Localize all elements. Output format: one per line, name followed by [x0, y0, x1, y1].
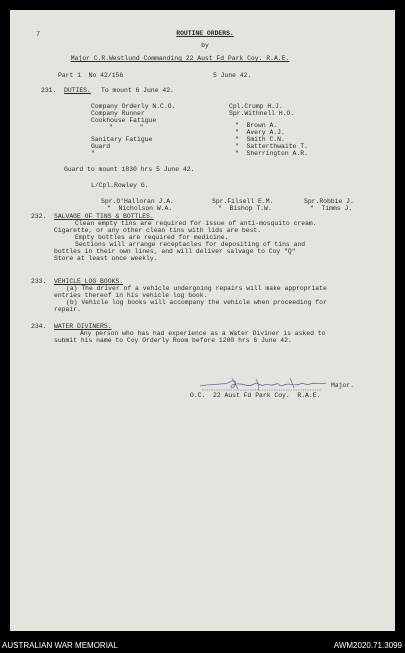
- salvage-line: Store at least once weekly.: [54, 255, 158, 262]
- signature-block: O.C. 22 Aust Fd Park Coy. R.A.E.: [190, 392, 321, 399]
- diviners-line: submit his name to Coy Orderly Room before 1200 hrs 6 June 42.: [54, 337, 292, 344]
- section-number-232: 232.: [31, 213, 47, 220]
- archive-footer: [0, 639, 405, 653]
- guard-mount-line: Guard to mount 1830 hrs 5 June 42.: [64, 166, 195, 173]
- duty-person: " Brown A.: [235, 122, 278, 129]
- guard-member: " Timms J.: [310, 205, 353, 212]
- duty-role: ": [91, 150, 95, 157]
- duty-person: " Smith C.N.: [235, 136, 285, 143]
- guard-member: " Bishop T.W.: [218, 205, 272, 212]
- salvage-line: bottles in their own lines, and will deliver salvage to Coy "Q": [54, 248, 296, 255]
- section-number-233: 233.: [31, 278, 47, 285]
- page-number: 7: [36, 31, 41, 39]
- guard-member: Spr.Filsell E.M.: [212, 198, 274, 205]
- duty-role: Company Runner: [91, 110, 145, 117]
- duty-person: Spr.Withnell H.O.: [229, 110, 295, 117]
- footer-catalogue-number: AWM2020.71.3099: [333, 641, 402, 650]
- logbooks-heading: VEHICLE LOG BOOKS.: [54, 278, 124, 285]
- guard-corporal: L/Cpl.Rowley G.: [91, 182, 149, 189]
- salvage-line: Empty bottles are required for medicine.: [75, 234, 229, 241]
- part-number: Part 1 No 42/156: [58, 72, 124, 79]
- logbooks-line: (a) The driver of a vehicle undergoing repairs will make appropriate: [66, 285, 327, 292]
- document-page: [10, 10, 395, 631]
- order-date: 5 June 42.: [213, 72, 252, 79]
- duty-person: Cpl.Crump H.J.: [229, 103, 283, 110]
- duty-role: Cookhouse Fatigue: [91, 117, 157, 124]
- duty-person: " Avery A.J.: [235, 129, 285, 136]
- duty-role: " ": [109, 124, 144, 131]
- diviners-heading: WATER DIVINERS.: [54, 323, 112, 330]
- section-number-234: 234.: [31, 323, 47, 330]
- duty-person: " Sherrington A.R.: [235, 150, 308, 157]
- salvage-heading: SALVAGE OF TINS & BOTTLES.: [54, 213, 154, 220]
- guard-member: Spr.Robbie J.: [304, 198, 354, 205]
- diviners-line: Any person who has had experience as a Water Diviner is asked to: [80, 330, 326, 337]
- issuer-line: Major C.R.Westlund Commanding 22 Aust Fd Park Coy. R.A.E.: [70, 55, 290, 62]
- footer-institution: AUSTRALIAN WAR MEMORIAL: [2, 641, 118, 650]
- guard-member: Spr.O'Halloran J.A.: [101, 198, 174, 205]
- salvage-line: Clean empty tins are required for issue of anti-mosquito cream.: [75, 220, 317, 227]
- by-line: by: [201, 42, 209, 49]
- handwritten-signature: [198, 375, 330, 393]
- logbooks-line: (b) Vehicle log books will accompany the vehicle when proceeding for: [66, 299, 327, 306]
- signature-rank: Major.: [331, 382, 355, 389]
- logbooks-line: repair.: [54, 306, 81, 313]
- salvage-line: Cigarette, or any other clean tins with lids are best.: [54, 227, 262, 234]
- duty-role: Company Orderly N.C.O.: [91, 103, 176, 110]
- section-number-231: 231.: [41, 87, 57, 94]
- duties-intro: To mount 6 June 42.: [101, 87, 174, 94]
- salvage-line: Sections will arrange receptacles for depositing of tins and: [75, 241, 306, 248]
- order-title: ROUTINE ORDERS.: [176, 30, 234, 37]
- duties-heading: DUTIES.: [64, 87, 91, 94]
- duty-person: " Satterthwaite T.: [235, 143, 308, 150]
- guard-member: " Nicholson W.A.: [107, 205, 173, 212]
- duty-role: Sanitary Fatigue: [91, 136, 153, 143]
- duty-role: Guard: [91, 143, 111, 150]
- logbooks-line: entries thereof in his vehicle log book.: [54, 292, 208, 299]
